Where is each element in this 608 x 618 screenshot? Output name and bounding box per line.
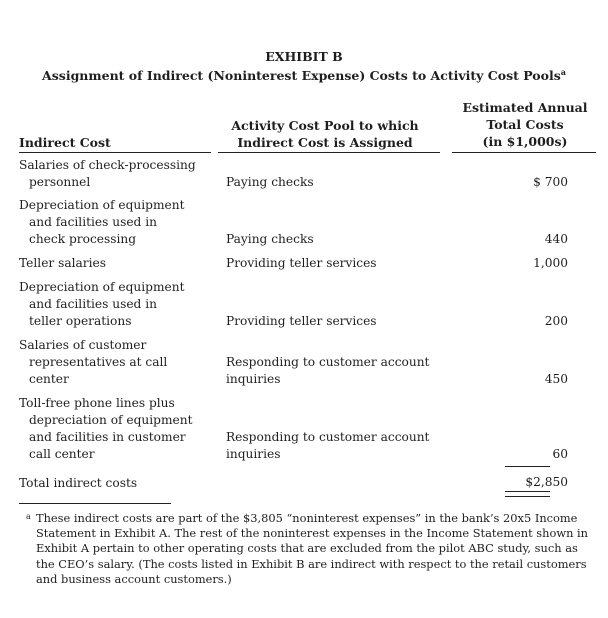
header-rule-col2 <box>218 152 440 153</box>
header-estimated-costs-line3: (in $1,000s) <box>482 134 568 149</box>
pool-line: Paying checks <box>226 232 314 246</box>
pool-line: inquiries <box>226 372 281 386</box>
cost-line: call center <box>29 447 95 461</box>
table-row-4-pool <box>226 313 456 330</box>
cost-line: and facilities used in <box>29 297 157 311</box>
table-row-6-cost <box>19 395 209 463</box>
table-row-5-pool <box>226 354 456 388</box>
subtotal-rule <box>505 466 550 467</box>
header-rule-col3 <box>452 152 596 153</box>
cost-line: Salaries of customer <box>19 338 147 352</box>
table-row-5-amount: 450 <box>544 372 568 386</box>
cost-line: Salaries of check-processing <box>19 158 196 172</box>
pool-line: inquiries <box>226 447 281 461</box>
cost-line: Depreciation of equipment <box>19 198 185 212</box>
pool-line: Responding to customer account <box>226 430 430 444</box>
table-row-3-pool <box>226 255 456 272</box>
cost-line: teller operations <box>29 314 132 328</box>
header-rule-col1 <box>19 152 211 153</box>
header-estimated-costs <box>455 99 595 150</box>
pool-line: Providing teller services <box>226 314 377 328</box>
table-row-1-cost <box>19 157 209 191</box>
cost-line: representatives at call <box>29 355 168 369</box>
table-row-6-amount: 60 <box>552 447 568 461</box>
table-row-6-pool <box>226 429 456 463</box>
header-indirect-cost: Indirect Cost <box>19 135 111 150</box>
cost-line: center <box>29 372 69 386</box>
cost-line: depreciation of equipment <box>29 413 193 427</box>
cost-line: Depreciation of equipment <box>19 280 185 294</box>
cost-line: and facilities in customer <box>29 430 186 444</box>
header-estimated-costs-line2: Total Costs <box>486 117 564 132</box>
footnote-mark: a <box>26 512 31 521</box>
footnote-text: These indirect costs are part of the $3,805 “noninterest expenses” in the bank’s 20x5 Income Statement in Exhibit A. The rest of the noninterest expenses in the Income Statement shown in Exhibit A pertain to other operating costs that are excluded from the pilot ABC study, such as the CEO’s salary. (The costs listed in Exhibit B are indirect with respect to the retail customers and business account customers.) <box>36 511 589 586</box>
footnote-rule <box>19 503 171 504</box>
table-row-3-cost <box>19 255 209 272</box>
header-activity-cost-pool-line2: Indirect Cost is Assigned <box>237 135 413 150</box>
table-row-1-amount: $ 700 <box>533 175 568 189</box>
exhibit-subtitle-text: Assignment of Indirect (Noninterest Expense) Costs to Activity Cost Pools <box>42 68 561 84</box>
footnote <box>26 511 594 587</box>
table-row-3-amount: 1,000 <box>533 256 568 270</box>
cost-line: personnel <box>29 175 91 189</box>
pool-line: Providing teller services <box>226 256 377 270</box>
header-activity-cost-pool <box>218 117 432 151</box>
total-double-rule <box>505 491 550 497</box>
cost-line: check processing <box>29 232 137 246</box>
cost-line: Toll-free phone lines plus <box>19 396 175 410</box>
pool-line: Paying checks <box>226 175 314 189</box>
table-row-2-pool <box>226 231 456 248</box>
header-estimated-costs-line1: Estimated Annual <box>462 100 588 115</box>
total-amount: $2,850 <box>525 475 568 489</box>
table-row-1-pool <box>226 174 456 191</box>
table-row-2-cost <box>19 197 209 248</box>
cost-line: Teller salaries <box>19 256 106 270</box>
header-activity-cost-pool-line1: Activity Cost Pool to which <box>231 118 419 133</box>
exhibit-title: EXHIBIT B <box>265 49 343 64</box>
footnote-reference-mark: a <box>560 67 566 77</box>
table-row-4-cost <box>19 279 209 330</box>
table-row-2-amount: 440 <box>544 232 568 246</box>
table-row-5-cost <box>19 337 209 388</box>
exhibit-subtitle <box>0 67 608 83</box>
total-label: Total indirect costs <box>19 476 138 490</box>
table-row-4-amount: 200 <box>544 314 568 328</box>
cost-line: and facilities used in <box>29 215 157 229</box>
pool-line: Responding to customer account <box>226 355 430 369</box>
